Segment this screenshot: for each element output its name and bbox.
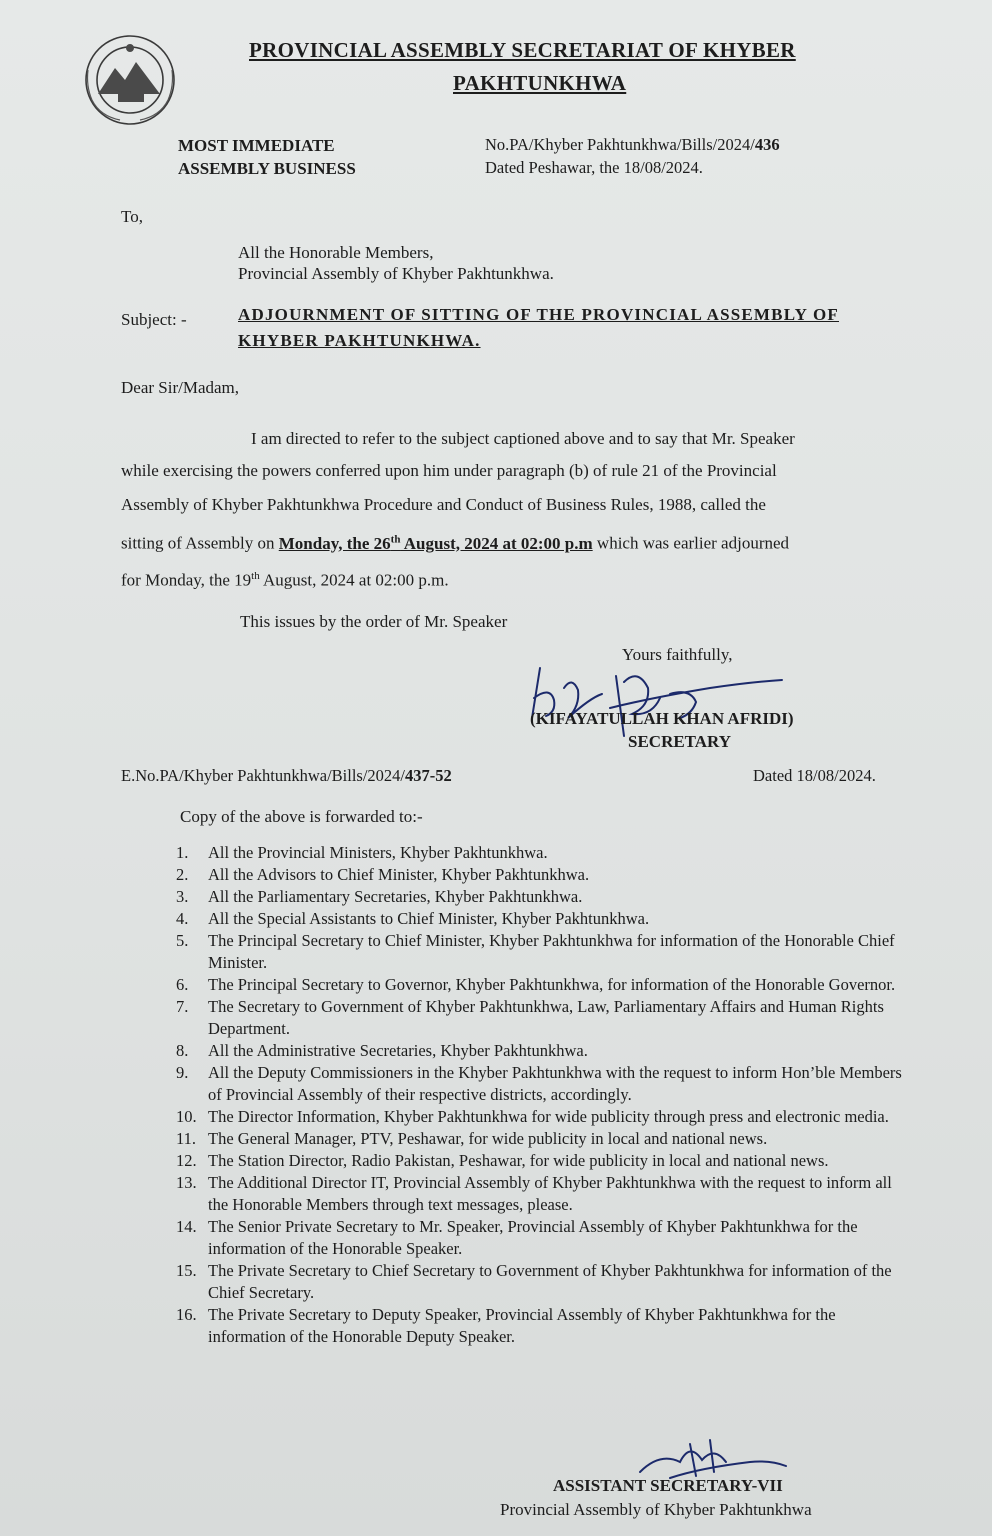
signatory-name: (KIFAYATULLAH KHAN AFRIDI) xyxy=(530,709,794,728)
endorsement-prefix: E.No.PA/Khyber Pakhtunkhwa/Bills/2024/ xyxy=(121,766,406,785)
body-line1: I am directed to refer to the subject captioned above and to say that Mr. Speaker xyxy=(251,429,795,448)
list-item-number: 6. xyxy=(176,975,189,994)
list-item-number: 13. xyxy=(176,1173,197,1192)
sitting-date-a: Monday, the 26 xyxy=(278,533,391,553)
list-item-number: 14. xyxy=(176,1217,197,1236)
order-line: This issues by the order of Mr. Speaker xyxy=(240,612,508,631)
list-item-text: The Director Information, Khyber Pakhtunkhwa for wide publicity through press and electronic media. xyxy=(208,1107,889,1126)
list-item-text: The Senior Private Secretary to Mr. Speaker, Provincial Assembly of Khyber Pakhtunkhwa for the information of the Honorable Speaker. xyxy=(208,1217,858,1258)
list-item xyxy=(176,1106,911,1128)
assembly-business-label: ASSEMBLY BUSINESS xyxy=(178,159,356,178)
list-item xyxy=(176,886,911,908)
signatory-title: SECRETARY xyxy=(628,732,731,751)
list-item-text: The Principal Secretary to Chief Minister, Khyber Pakhtunkhwa for information of the Honorable Chief Minister. xyxy=(208,931,895,972)
closing: Yours faithfully, xyxy=(622,645,733,664)
list-item xyxy=(176,1062,911,1106)
list-item-number: 10. xyxy=(176,1107,197,1126)
body-line4-post: which was earlier adjourned xyxy=(592,533,790,553)
list-item-text: The Principal Secretary to Governor, Khyber Pakhtunkhwa, for information of the Honorable Governor. xyxy=(208,975,896,994)
list-item-number: 12. xyxy=(176,1151,197,1170)
list-item-text: All the Advisors to Chief Minister, Khyber Pakhtunkhwa. xyxy=(208,865,590,884)
reference-prefix: No.PA/Khyber Pakhtunkhwa/Bills/2024/ xyxy=(485,135,755,154)
letterhead-title-line1: PROVINCIAL ASSEMBLY SECRETARIAT OF KHYBER xyxy=(249,38,796,62)
priority-label: MOST IMMEDIATE xyxy=(178,136,335,155)
reference-number xyxy=(485,135,780,155)
body-line5-post: August, 2024 at 02:00 p.m. xyxy=(259,570,449,590)
list-item xyxy=(176,1216,911,1260)
letterhead-title-line2: PAKHTUNKHWA xyxy=(453,71,627,95)
list-item xyxy=(176,930,911,974)
list-item-number: 5. xyxy=(176,931,189,950)
assembly-seal-icon xyxy=(70,30,200,130)
list-item-text: All the Special Assistants to Chief Minister, Khyber Pakhtunkhwa. xyxy=(208,909,650,928)
sitting-date-sup: th xyxy=(390,533,401,545)
salutation: Dear Sir/Madam, xyxy=(121,378,240,397)
list-item-text: All the Provincial Ministers, Khyber Pakhtunkhwa. xyxy=(208,843,548,862)
list-item-text: All the Administrative Secretaries, Khyber Pakhtunkhwa. xyxy=(208,1041,588,1060)
list-item-text: The Private Secretary to Deputy Speaker, Provincial Assembly of Khyber Pakhtunkhwa for the information of the Honorable Deputy Speaker. xyxy=(208,1305,836,1346)
list-item-text: The General Manager, PTV, Peshawar, for wide publicity in local and national news. xyxy=(208,1129,768,1148)
list-item-number: 4. xyxy=(176,909,189,928)
list-item-text: All the Parliamentary Secretaries, Khyber Pakhtunkhwa. xyxy=(208,887,583,906)
subject-line2: KHYBER PAKHTUNKHWA. xyxy=(238,331,481,350)
endorsement-reference xyxy=(121,766,452,786)
endorsement-date: Dated 18/08/2024. xyxy=(753,766,876,785)
list-item xyxy=(176,1172,911,1216)
sitting-date xyxy=(279,534,593,553)
list-item-number: 7. xyxy=(176,997,189,1016)
list-item-text: The Private Secretary to Chief Secretary to Government of Khyber Pakhtunkhwa for information of the Chief Secretary. xyxy=(208,1261,892,1302)
body-line4-pre: sitting of Assembly on xyxy=(121,533,279,553)
list-item-number: 9. xyxy=(176,1063,189,1082)
list-item-number: 8. xyxy=(176,1041,189,1060)
list-item-number: 1. xyxy=(176,843,189,862)
list-item-number: 3. xyxy=(176,887,189,906)
addressee-line1: All the Honorable Members, xyxy=(238,243,434,262)
list-item xyxy=(176,1304,911,1348)
list-item xyxy=(176,864,911,886)
list-item-text: The Additional Director IT, Provincial Assembly of Khyber Pakhtunkhwa with the request to inform all the Honorable Members through text messages, please. xyxy=(208,1173,892,1214)
list-item-number: 16. xyxy=(176,1305,197,1324)
subject-label: Subject: - xyxy=(121,310,187,329)
list-item xyxy=(176,1150,911,1172)
to-label: To, xyxy=(121,207,143,226)
reference-digits: 436 xyxy=(754,135,780,154)
list-item-text: The Station Director, Radio Pakistan, Peshawar, for wide publicity in local and national news. xyxy=(208,1151,829,1170)
body-line2: while exercising the powers conferred upon him under paragraph (b) of rule 21 of the Provincial xyxy=(121,461,777,480)
list-item-number: 11. xyxy=(176,1129,197,1148)
list-item-number: 15. xyxy=(176,1261,197,1280)
body-line5 xyxy=(121,560,449,597)
list-item-number: 2. xyxy=(176,865,189,884)
footer-org: Provincial Assembly of Khyber Pakhtunkhwa xyxy=(500,1500,812,1519)
list-item xyxy=(176,1040,911,1062)
subject-line1: ADJOURNMENT OF SITTING OF THE PROVINCIAL ASSEMBLY OF xyxy=(238,305,839,324)
footer-title: ASSISTANT SECRETARY-VII xyxy=(553,1476,783,1495)
list-item xyxy=(176,1128,911,1150)
list-item xyxy=(176,842,911,864)
body-line3: Assembly of Khyber Pakhtunkhwa Procedure and Conduct of Business Rules, 1988, called the xyxy=(121,495,766,514)
list-item-text: The Secretary to Government of Khyber Pakhtunkhwa, Law, Parliamentary Affairs and Human Rights Department. xyxy=(208,997,884,1038)
sitting-date-b: August, 2024 at 02:00 p.m xyxy=(400,533,593,553)
reference-date: Dated Peshawar, the 18/08/2024. xyxy=(485,158,703,177)
body-line5-sup: th xyxy=(251,570,260,582)
copy-intro: Copy of the above is forwarded to:- xyxy=(180,807,423,826)
list-item xyxy=(176,1260,911,1304)
endorsement-digits: 437-52 xyxy=(405,766,452,785)
list-item xyxy=(176,996,911,1040)
body-line4 xyxy=(121,523,789,560)
list-item xyxy=(176,974,911,996)
addressee-line2: Provincial Assembly of Khyber Pakhtunkhwa. xyxy=(238,264,554,283)
list-item-text: All the Deputy Commissioners in the Khyber Pakhtunkhwa with the request to inform Hon’ble Members of Provincial Assembly of their respective districts, accordingly. xyxy=(208,1063,902,1104)
body-line5-pre: for Monday, the 19 xyxy=(121,570,252,590)
copy-list xyxy=(176,842,911,1348)
list-item xyxy=(176,908,911,930)
